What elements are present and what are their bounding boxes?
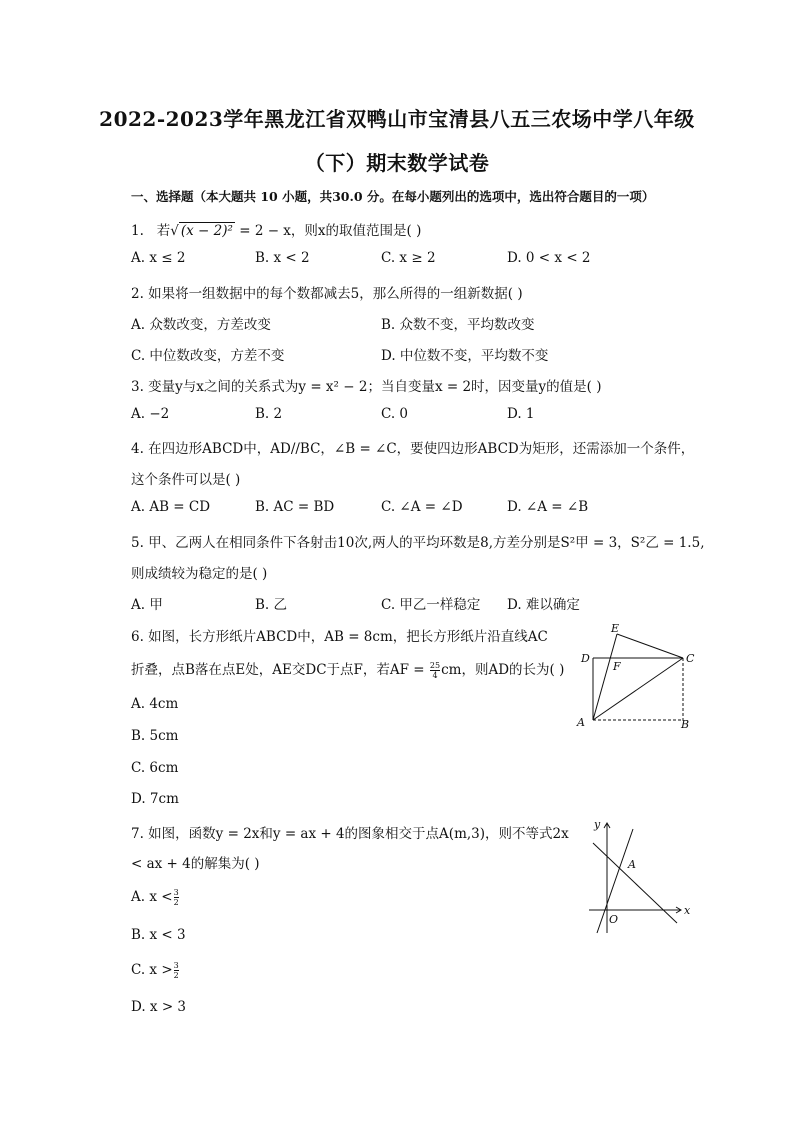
af-fraction — [430, 661, 440, 680]
section-heading: 一、选择题（本大题共 10 小题，共30.0 分。在每小题列出的选项中，选出符合题目的一项） — [131, 189, 655, 204]
q7-option-b[interactable]: B. x < 3 — [131, 927, 186, 943]
q2-option-c[interactable]: C. 中位数改变，方差不变 — [131, 348, 285, 364]
q5-option-d[interactable]: D. 难以确定 — [507, 597, 580, 613]
q7-option-c-label: C. x > — [131, 962, 173, 978]
q4-option-d[interactable]: D. ∠A = ∠B — [507, 499, 589, 515]
q3-option-b[interactable]: B. 2 — [255, 406, 283, 422]
q2-option-b[interactable]: B. 众数不变，平均数改变 — [381, 317, 535, 333]
q7-option-a-label: A. x < — [131, 889, 173, 905]
question-2: 2. 如果将一组数据中的每个数都减去5，那么所得的一组新数据( ) — [131, 286, 523, 302]
q5-option-a[interactable]: A. 甲 — [131, 597, 163, 613]
question-1-pre: 若 — [156, 223, 171, 239]
page-title-line2: （下）期末数学试卷 — [304, 151, 490, 175]
q1-option-d[interactable]: D. 0 < x < 2 — [507, 250, 591, 266]
question-1: 1. 若√ (x − 2)² = 2 − x，则x的取值范围是( ) — [131, 223, 422, 239]
page-title-line1: 2022-2023学年黑龙江省双鸭山市宝清县八五三农场中学八年级 — [99, 107, 695, 131]
question-7-line2: < ax + 4的解集为( ) — [131, 856, 260, 872]
label-d: D — [581, 652, 590, 665]
q7-c-fraction — [174, 961, 179, 980]
q5-option-c[interactable]: C. 甲乙一样稳定 — [381, 597, 481, 613]
question-1-number: 1. — [131, 223, 144, 239]
q7-function-graph-figure — [585, 815, 695, 940]
q7-a-fraction — [174, 888, 179, 907]
q3-option-c[interactable]: C. 0 — [381, 406, 409, 422]
label-a: A — [577, 716, 585, 729]
label-f: F — [613, 660, 621, 673]
q3-option-a[interactable]: A. −2 — [131, 406, 170, 422]
question-3: 3. 变量y与x之间的关系式为y = x² − 2；当自变量x = 2时，因变量y的值是( ) — [131, 379, 602, 395]
q5-option-b[interactable]: B. 乙 — [255, 597, 288, 613]
question-1-radicand: (x − 2)² — [180, 223, 233, 239]
question-4-line2: 这个条件可以是( ) — [131, 472, 241, 488]
question-6-line1: 6. 如图，长方形纸片ABCD中，AB = 8cm，把长方形纸片沿直线AC — [131, 629, 548, 645]
q3-option-d[interactable]: D. 1 — [507, 406, 535, 422]
q2-option-d[interactable]: D. 中位数不变，平均数不变 — [381, 348, 549, 364]
label-b: B — [681, 718, 690, 731]
question-6-line2-post: cm，则AD的长为( ) — [441, 662, 565, 678]
q7-option-d[interactable]: D. x > 3 — [131, 999, 187, 1015]
question-6-line2-pre: 折叠，点B落在点E处，AE交DC于点F，若AF = — [131, 662, 429, 678]
q6-option-c[interactable]: C. 6cm — [131, 760, 179, 776]
point-a-label: A — [628, 858, 636, 871]
q6-option-a[interactable]: A. 4cm — [131, 696, 179, 712]
origin-label: O — [609, 913, 619, 926]
label-e: E — [611, 622, 620, 635]
axis-label-x: x — [684, 904, 691, 917]
question-1-post: = 2 − x，则x的取值范围是( ) — [234, 223, 422, 239]
q1-option-c[interactable]: C. x ≥ 2 — [381, 250, 436, 266]
af-fraction-num: 25 — [429, 661, 441, 670]
q7-c-fraction-num: 3 — [173, 961, 179, 970]
question-6-line2 — [131, 658, 564, 680]
q6-rectangle-fold-figure — [575, 620, 705, 735]
q6-option-d[interactable]: D. 7cm — [131, 791, 179, 807]
question-5-line1: 5. 甲、乙两人在相同条件下各射击10次,两人的平均环数是8,方差分别是S²甲 = 3，S²乙 = 1.5, — [131, 535, 705, 551]
q4-option-b[interactable]: B. AC = BD — [255, 499, 335, 515]
af-fraction-den: 4 — [432, 671, 438, 680]
question-4-line1: 4. 在四边形ABCD中，AD//BC，∠B = ∠C，要使四边形ABCD为矩形，还需添加一个条件， — [131, 441, 695, 457]
q1-option-b[interactable]: B. x < 2 — [255, 250, 310, 266]
q7-a-fraction-num: 3 — [173, 888, 179, 897]
question-5-line2: 则成绩较为稳定的是( ) — [131, 566, 268, 582]
q4-option-a[interactable]: A. AB = CD — [131, 499, 211, 515]
axis-label-y: y — [594, 818, 601, 831]
q7-a-fraction-den: 2 — [173, 898, 179, 907]
q1-option-a[interactable]: A. x ≤ 2 — [131, 250, 186, 266]
label-c: C — [686, 652, 695, 665]
q7-option-a[interactable] — [131, 888, 180, 907]
q4-option-c[interactable]: C. ∠A = ∠D — [381, 499, 463, 515]
q7-option-c[interactable] — [131, 961, 180, 980]
q2-option-a[interactable]: A. 众数改变，方差改变 — [131, 317, 271, 333]
q6-option-b[interactable]: B. 5cm — [131, 728, 179, 744]
question-7-line1: 7. 如图，函数y = 2x和y = ax + 4的图象相交于点A(m,3)，则不等式2x — [131, 826, 569, 842]
q7-c-fraction-den: 2 — [173, 971, 179, 980]
